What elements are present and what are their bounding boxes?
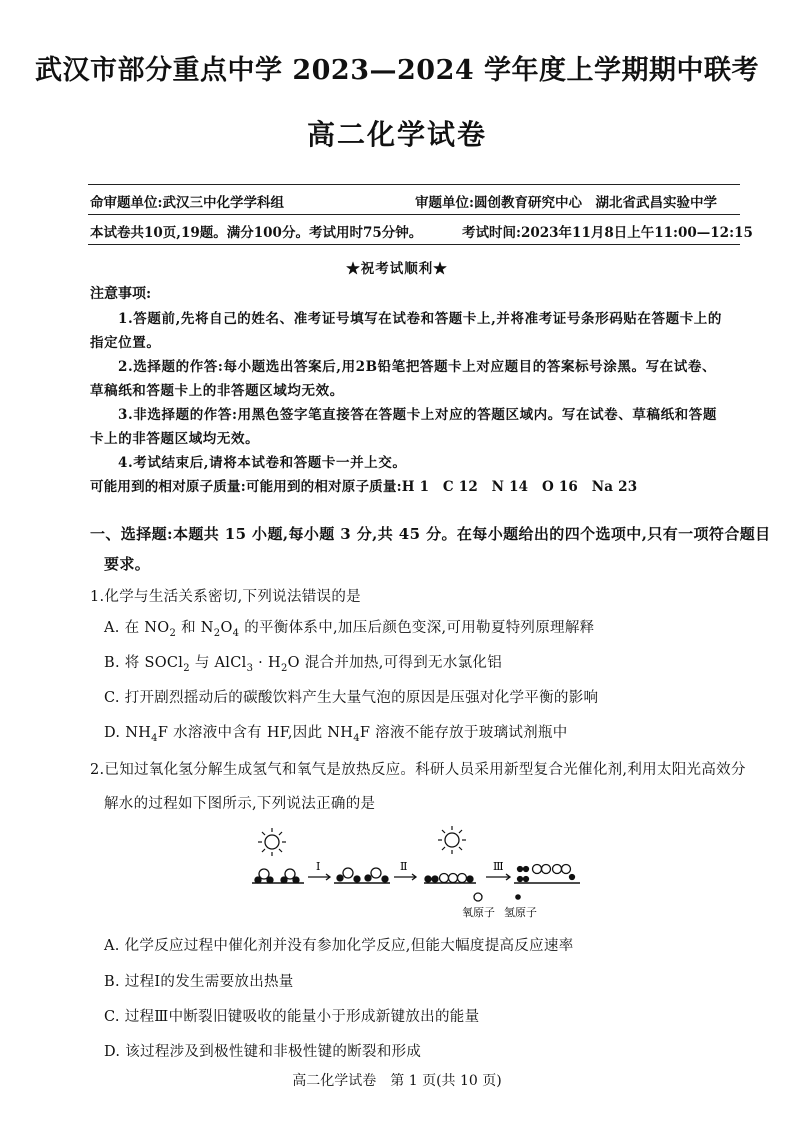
atomic-masses: 可能用到的相对原子质量:可能用到的相对原子质量:H 1 C 12 N 14 O 16 Na 23 [90, 479, 638, 495]
step-3-label: Ⅲ [493, 860, 504, 873]
hydrogen-atom-label: 氢原子 [504, 906, 537, 919]
note-2-line-2: 草稿纸和答题卡上的非答题区域均无效。 [90, 383, 344, 399]
section-heading-line-1: 一、选择题:本题共 15 小题,每小题 3 分,共 45 分。在每小题给出的四个选项中,只有一项符合题目 [90, 525, 771, 543]
note-4: 4.考试结束后,请将本试卷和答题卡一并上交。 [118, 455, 407, 471]
question-2-option-c: C. 过程Ⅲ中断裂旧键吸收的能量小于形成新键放出的能量 [104, 1009, 480, 1025]
arrow-step-2 [394, 874, 416, 880]
proposer-text: 命审题单位:武汉三中化学学科组 [90, 195, 284, 211]
exam-title: 武汉市部分重点中学 2023—2024 学年度上学期期中联考 [34, 55, 760, 86]
note-3-line-1: 3.非选择题的作答:用黑色签字笔直接答在答题卡上对应的答题区域内。写在试卷、草稿纸和答题 [118, 407, 717, 423]
question-1-option-c: C. 打开剧烈摇动后的碳酸饮料产生大量气泡的原因是压强对化学平衡的影响 [104, 690, 599, 706]
oxygen-atom-label: 氧原子 [462, 906, 495, 919]
question-2-option-b: B. 过程Ⅰ的发生需要放出热量 [104, 974, 294, 990]
exam-time: 考试时间:2023年11月8日上午11:00—12:15 [462, 225, 753, 241]
reviewer-text: 审题单位:圆创教育研究中心 湖北省武昌实验中学 [415, 195, 717, 211]
question-2-option-a: A. 化学反应过程中催化剂并没有参加化学反应,但能大幅度提高反应速率 [104, 938, 574, 954]
hydrogen-atom-legend-icon [515, 894, 521, 900]
question-2-option-d: D. 该过程涉及到极性键和非极性键的断裂和形成 [104, 1044, 422, 1060]
atoms-stage-3 [425, 874, 473, 883]
question-1-option-d: D. $NH_4F$ 水溶液中含有 HF,因此 $NH_4F$ 溶液不能存放于玻璃试剂瓶中 [104, 725, 568, 744]
question-1-stem: 1.化学与生活关系密切,下列说法错误的是 [90, 589, 361, 605]
oxygen-atom-legend-icon [474, 893, 482, 901]
exam-info: 本试卷共10页,19题。满分100分。考试用时75分钟。 [90, 225, 423, 241]
arrow-step-1 [308, 874, 330, 880]
top-divider [88, 184, 740, 185]
question-2-stem-line-1: 2.已知过氧化氢分解生成氢气和氧气是放热反应。科研人员采用新型复合光催化剂,利用太阳光高效分 [90, 762, 746, 778]
note-2-line-1: 2.选择题的作答:每小题选出答案后,用2B铅笔把答题卡上对应题目的答案标号涂黑。写在试卷、 [118, 359, 717, 375]
exam-subtitle: 高二化学试卷 [306, 118, 487, 151]
water-molecules-stage-1 [255, 869, 299, 883]
step-2-label: Ⅱ [400, 860, 408, 873]
sun-icon [438, 826, 466, 854]
notes-heading: 注意事项: [90, 286, 152, 302]
arrow-step-3 [486, 874, 510, 880]
photocatalysis-diagram [250, 822, 590, 922]
question-1-option-a: A. 在 $NO_2$ 和 $N_2O_4$ 的平衡体系中,加压后颜色变深,可用勒夏特列原理解释 [104, 620, 595, 639]
note-1-line-2: 指定位置。 [90, 335, 161, 351]
note-3-line-2: 卡上的非答题区域均无效。 [90, 431, 260, 447]
step-1-label: Ⅰ [316, 860, 321, 873]
sun-icon [258, 828, 286, 856]
atoms-stage-2 [337, 868, 388, 882]
page-footer: 高二化学试卷 第 1 页(共 10 页) [292, 1073, 502, 1089]
atoms-stage-4 [518, 865, 575, 882]
good-luck-banner: ★祝考试顺利★ [346, 261, 448, 277]
question-1-option-b: B. 将 SOCl$_2$ 与 AlCl$_3$ · $H_2O$ 混合并加热,可得到无水氯化铝 [104, 655, 503, 674]
section-heading-line-2: 要求。 [104, 555, 151, 573]
note-1-line-1: 1.答题前,先将自己的姓名、准考证号填写在试卷和答题卡上,并将准考证号条形码贴在答题卡上的 [118, 311, 722, 327]
bottom-divider [88, 244, 740, 245]
question-2-stem-line-2: 解水的过程如下图所示,下列说法正确的是 [104, 796, 376, 812]
middle-divider [88, 214, 740, 215]
